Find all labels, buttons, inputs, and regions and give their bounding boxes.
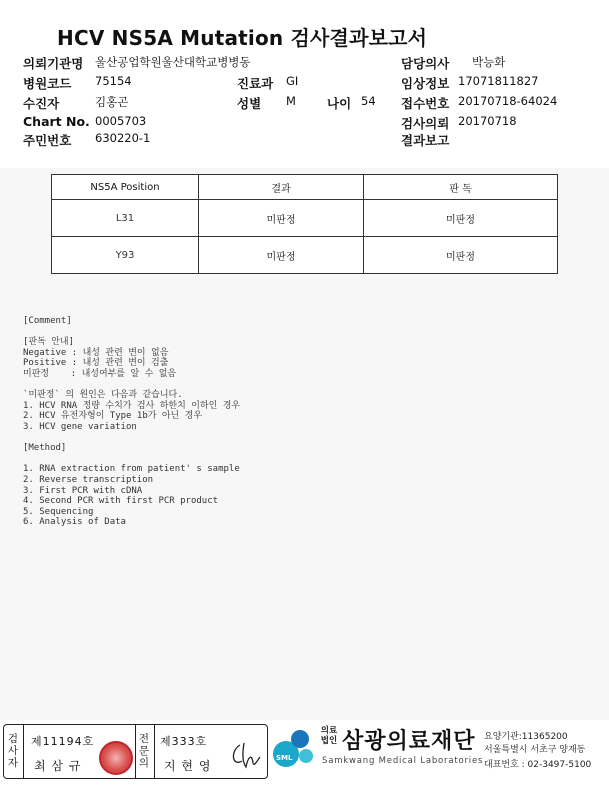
interpretation-cell: 미판정 (364, 200, 558, 237)
position-cell: Y93 (52, 237, 199, 274)
method-line: 4. Second PCR with first PCR product (23, 496, 219, 507)
header-result: 결과 (199, 175, 364, 200)
cause-line: 2. HCV 유전자형이 Type 1b가 아닌 경우 (23, 411, 203, 422)
resident-no-value: 630220-1 (95, 131, 151, 145)
divider (154, 725, 155, 778)
chart-no-value: 0005703 (95, 114, 147, 128)
examiner-license: 제11194호 (31, 735, 95, 748)
comment-section (23, 316, 240, 528)
doctor-value: 박능화 (472, 55, 506, 69)
divider (135, 725, 136, 778)
sex-label: 성별 (237, 96, 262, 111)
header-position: NS5A Position (52, 175, 199, 200)
method-line: 2. Reverse transcription (23, 474, 154, 485)
chart-no-label: Chart No. (23, 114, 90, 129)
seal-icon (99, 741, 133, 775)
clinical-info-label: 임상정보 (401, 76, 450, 91)
department-value: GI (286, 74, 299, 88)
result-cell: 미판정 (199, 200, 364, 237)
method-line: 1. RNA extraction from patient' s sample (23, 464, 240, 475)
report-header (0, 0, 609, 168)
table-row (52, 200, 558, 237)
cause-line: 3. HCV gene variation (23, 421, 137, 432)
requesting-institution-label: 의뢰기관명 (23, 56, 84, 71)
address: 서울특별시 서초구 양재동 (484, 745, 586, 755)
method-line: 6. Analysis of Data (23, 517, 126, 528)
method-line: 3. First PCR with cDNA (23, 485, 143, 496)
method-heading: [Method] (23, 443, 67, 454)
signature-box (3, 724, 268, 779)
department-label: 진료과 (237, 76, 274, 91)
result-report-label: 결과보고 (401, 133, 450, 148)
phone: 대표번호 : 02-3497-5100 (484, 760, 592, 770)
table-row (52, 237, 558, 274)
resident-no-label: 주민번호 (23, 133, 72, 148)
info-row-3 (0, 94, 609, 112)
age-value: 54 (361, 94, 376, 108)
info-row-2 (0, 74, 609, 92)
method-line: 5. Sequencing (23, 506, 94, 517)
specialist-label: 전문의 (138, 733, 150, 769)
institution-code: 요양기관:11365200 (484, 732, 568, 742)
info-row-1 (0, 54, 609, 72)
divider (23, 725, 24, 778)
sex-value: M (286, 94, 296, 108)
guide-heading: [판독 안내] (23, 337, 75, 348)
brand-name: 삼광의료재단 (342, 729, 476, 754)
hospital-code-label: 병원코드 (23, 76, 72, 91)
results-table (51, 174, 558, 274)
requesting-institution-value: 울산공업학원울산대학교병병동 (95, 55, 251, 69)
result-cell: 미판정 (199, 237, 364, 274)
info-row-5 (0, 131, 609, 149)
cause-intro: `미판정` 의 원인은 다음과 같습니다. (23, 390, 183, 401)
guide-line: Positive : 내성 관련 변이 검출 (23, 358, 169, 369)
examiner-name: 최 삼 규 (34, 759, 82, 773)
patient-value: 김홍곤 (95, 95, 129, 109)
examiner-label: 검사자 (7, 733, 19, 769)
test-request-label: 검사의뢰 (401, 116, 450, 131)
patient-label: 수진자 (23, 96, 60, 111)
brand-english: Samkwang Medical Laboratories (322, 756, 484, 766)
test-request-value: 20170718 (458, 114, 517, 128)
interpretation-cell: 미판정 (364, 237, 558, 274)
hospital-code-value: 75154 (95, 74, 132, 88)
specialist-license: 제333호 (160, 735, 208, 748)
cause-line: 1. HCV RNA 정량 수치가 검사 하한치 이하인 경우 (23, 400, 241, 411)
logo-text: SML (276, 754, 293, 762)
guide-line: Negative : 내성 관련 변이 없음 (23, 347, 169, 358)
results-table-header-row (52, 175, 558, 200)
age-label: 나이 (327, 96, 352, 111)
clinical-info-value: 17071811827 (458, 74, 539, 88)
receipt-no-label: 접수번호 (401, 96, 450, 111)
header-interpretation: 판 독 (364, 175, 558, 200)
signature-icon (226, 737, 262, 773)
report-title: HCV NS5A Mutation 검사결과보고서 (57, 26, 428, 50)
samkwang-logo-icon (272, 726, 316, 770)
info-row-4 (0, 114, 609, 132)
doctor-label: 담당의사 (401, 56, 450, 71)
comment-heading: [Comment] (23, 316, 72, 326)
report-footer (0, 720, 609, 789)
receipt-no-value: 20170718-64024 (458, 94, 558, 108)
corp-label: 의료법인 (320, 726, 338, 746)
guide-line: 미판정 : 내성여부를 알 수 없음 (23, 368, 177, 379)
position-cell: L31 (52, 200, 199, 237)
specialist-name: 지 현 영 (164, 759, 212, 773)
